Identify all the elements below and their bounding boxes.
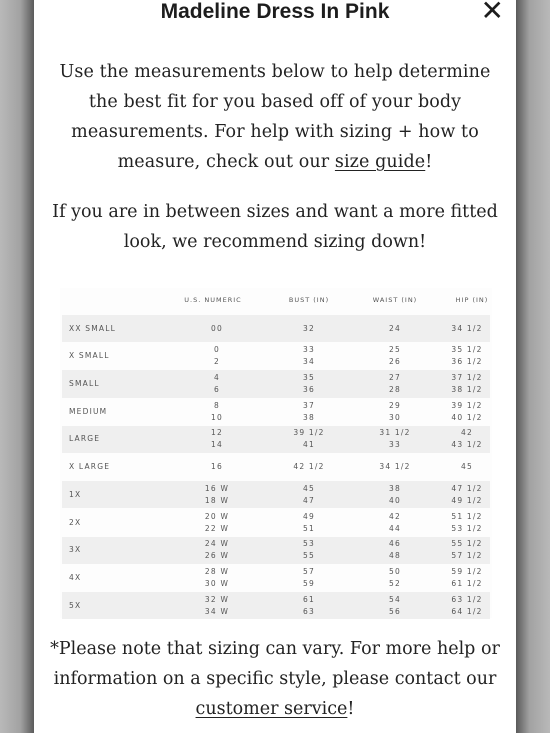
hip-value: 36 1/2	[451, 357, 483, 367]
hip-value: 35 1/2	[451, 345, 483, 355]
hip-value: 40 1/2	[451, 412, 483, 422]
bust-value: 53	[303, 539, 315, 549]
note-end: !	[347, 699, 355, 719]
bust-value: 34	[303, 357, 315, 367]
waist-value: 42	[389, 511, 401, 521]
intro-end: !	[425, 152, 433, 172]
header-bust: BUST (IN)	[288, 296, 330, 304]
numeric-value: 0	[214, 345, 220, 355]
numeric-cell	[182, 370, 252, 397]
table-row	[62, 537, 490, 564]
numeric-cell	[182, 315, 252, 342]
bust-cell	[274, 315, 344, 342]
hip-value: 51 1/2	[451, 511, 483, 521]
numeric-value: 14	[211, 440, 223, 450]
hip-cell	[432, 426, 502, 453]
bust-cell	[274, 370, 344, 397]
backdrop-right	[516, 0, 550, 733]
waist-value: 27	[389, 373, 401, 383]
hip-value: 37 1/2	[451, 373, 483, 383]
waist-cell	[360, 509, 430, 536]
waist-value: 38	[389, 483, 401, 493]
note-text: *Please note that sizing can vary. For more help or information on a specific style, please contact our	[50, 639, 500, 689]
hip-value: 53 1/2	[451, 523, 483, 533]
hip-value: 57 1/2	[451, 551, 483, 561]
table-row	[62, 398, 490, 425]
table-row	[62, 481, 490, 508]
hip-value: 43 1/2	[451, 440, 483, 450]
table-row	[62, 509, 490, 536]
size-chart-modal	[34, 0, 516, 733]
hip-cell	[432, 370, 502, 397]
hip-value: 63 1/2	[451, 594, 483, 604]
hip-value: 61 1/2	[451, 578, 483, 588]
bust-cell	[274, 592, 344, 619]
size-label: LARGE	[69, 434, 101, 444]
waist-value: 34 1/2	[379, 462, 411, 472]
waist-value: 46	[389, 539, 401, 549]
hip-cell	[432, 537, 502, 564]
size-label: 4X	[69, 572, 82, 582]
table-row	[62, 370, 490, 397]
hip-cell	[432, 592, 502, 619]
hip-value: 39 1/2	[451, 400, 483, 410]
hip-cell	[432, 564, 502, 591]
waist-cell	[360, 564, 430, 591]
waist-value: 44	[389, 523, 401, 533]
numeric-value: 16	[211, 462, 223, 472]
hip-value: 45	[461, 462, 473, 472]
waist-cell	[360, 343, 430, 370]
sizing-note	[42, 634, 508, 724]
modal-title: Madeline Dress In Pink	[160, 0, 390, 23]
size-chart-table	[60, 288, 492, 618]
size-label: MEDIUM	[69, 406, 108, 416]
bust-cell	[274, 481, 344, 508]
hip-cell	[432, 509, 502, 536]
size-label: XX SMALL	[69, 323, 116, 333]
waist-value: 40	[389, 495, 401, 505]
bust-value: 42 1/2	[293, 462, 325, 472]
table-row	[62, 315, 490, 342]
hip-value: 59 1/2	[451, 566, 483, 576]
numeric-value: 24 W	[204, 539, 230, 549]
intro-text: Use the measurements below to help determine the best fit for you based off of your body measurements. For help with sizing + how to measure, check out our	[59, 62, 491, 172]
numeric-value: 32 W	[204, 594, 230, 604]
bust-value: 35	[303, 373, 315, 383]
numeric-value: 8	[214, 400, 220, 410]
bust-cell	[274, 509, 344, 536]
numeric-value: 30 W	[204, 578, 230, 588]
bust-value: 37	[303, 400, 315, 410]
bust-cell	[274, 564, 344, 591]
hip-value: 55 1/2	[451, 539, 483, 549]
bust-value: 49	[303, 511, 315, 521]
customer-service-link[interactable]: customer service	[195, 699, 348, 719]
numeric-value: 10	[211, 412, 223, 422]
numeric-value: 00	[211, 323, 223, 333]
waist-value: 28	[389, 385, 401, 395]
hip-value: 64 1/2	[451, 606, 483, 616]
numeric-cell	[182, 454, 252, 481]
numeric-value: 28 W	[204, 566, 230, 576]
table-row	[62, 564, 490, 591]
table-row	[62, 426, 490, 453]
size-label: 1X	[69, 489, 82, 499]
bust-value: 39 1/2	[293, 428, 325, 438]
bust-cell	[274, 343, 344, 370]
table-row	[62, 343, 490, 370]
size-label: 5X	[69, 600, 82, 610]
waist-value: 48	[389, 551, 401, 561]
bust-value: 41	[303, 440, 315, 450]
bust-value: 57	[303, 566, 315, 576]
waist-value: 56	[389, 606, 401, 616]
waist-cell	[360, 454, 430, 481]
close-icon[interactable]: ✕	[480, 0, 504, 27]
numeric-value: 16 W	[204, 483, 230, 493]
bust-value: 32	[303, 323, 315, 333]
bust-cell	[274, 426, 344, 453]
bust-value: 45	[303, 483, 315, 493]
bust-cell	[274, 537, 344, 564]
numeric-cell	[182, 398, 252, 425]
hip-value: 47 1/2	[451, 483, 483, 493]
bust-value: 63	[303, 606, 315, 616]
backdrop-left	[0, 0, 34, 733]
header-hip: HIP (IN)	[455, 296, 489, 304]
numeric-cell	[182, 481, 252, 508]
hip-cell	[432, 454, 502, 481]
size-label: SMALL	[69, 379, 100, 389]
size-label: X SMALL	[69, 351, 110, 361]
numeric-value: 12	[211, 428, 223, 438]
intro-paragraph	[48, 57, 502, 177]
waist-value: 29	[389, 400, 401, 410]
bust-cell	[274, 398, 344, 425]
waist-value: 30	[389, 412, 401, 422]
numeric-cell	[182, 564, 252, 591]
table-row	[62, 592, 490, 619]
numeric-value: 4	[214, 373, 220, 383]
bust-value: 51	[303, 523, 315, 533]
numeric-cell	[182, 592, 252, 619]
waist-value: 26	[389, 357, 401, 367]
bust-value: 61	[303, 594, 315, 604]
size-label: 3X	[69, 545, 82, 555]
waist-value: 52	[389, 578, 401, 588]
waist-cell	[360, 537, 430, 564]
size-label: X LARGE	[69, 462, 111, 472]
bust-value: 38	[303, 412, 315, 422]
numeric-value: 26 W	[204, 551, 230, 561]
numeric-cell	[182, 343, 252, 370]
numeric-value: 34 W	[204, 606, 230, 616]
numeric-value: 20 W	[204, 511, 230, 521]
waist-value: 24	[389, 323, 401, 333]
waist-value: 54	[389, 594, 401, 604]
bust-cell	[274, 454, 344, 481]
header-waist: WAIST (IN)	[372, 296, 418, 304]
numeric-value: 18 W	[204, 495, 230, 505]
hip-cell	[432, 343, 502, 370]
hip-value: 38 1/2	[451, 385, 483, 395]
bust-value: 55	[303, 551, 315, 561]
waist-value: 33	[389, 440, 401, 450]
sizing-down-advice: If you are in between sizes and want a more fitted look, we recommend sizing down!	[52, 202, 498, 252]
waist-cell	[360, 481, 430, 508]
hip-cell	[432, 398, 502, 425]
numeric-cell	[182, 426, 252, 453]
waist-cell	[360, 426, 430, 453]
numeric-cell	[182, 537, 252, 564]
waist-cell	[360, 592, 430, 619]
waist-value: 25	[389, 345, 401, 355]
bust-value: 36	[303, 385, 315, 395]
size-label: 2X	[69, 517, 82, 527]
numeric-cell	[182, 509, 252, 536]
hip-value: 34 1/2	[451, 323, 483, 333]
bust-value: 59	[303, 578, 315, 588]
waist-value: 31 1/2	[379, 428, 411, 438]
numeric-value: 2	[214, 357, 220, 367]
waist-cell	[360, 315, 430, 342]
bust-value: 47	[303, 495, 315, 505]
hip-value: 49 1/2	[451, 495, 483, 505]
hip-cell	[432, 315, 502, 342]
hip-cell	[432, 481, 502, 508]
waist-cell	[360, 370, 430, 397]
header-us-numeric: U.S. NUMERIC	[184, 296, 242, 304]
bust-value: 33	[303, 345, 315, 355]
hip-value: 42	[461, 428, 473, 438]
waist-cell	[360, 398, 430, 425]
size-guide-link[interactable]: size guide	[334, 152, 426, 172]
numeric-value: 6	[214, 385, 220, 395]
numeric-value: 22 W	[204, 523, 230, 533]
waist-value: 50	[389, 566, 401, 576]
table-row	[62, 454, 490, 481]
